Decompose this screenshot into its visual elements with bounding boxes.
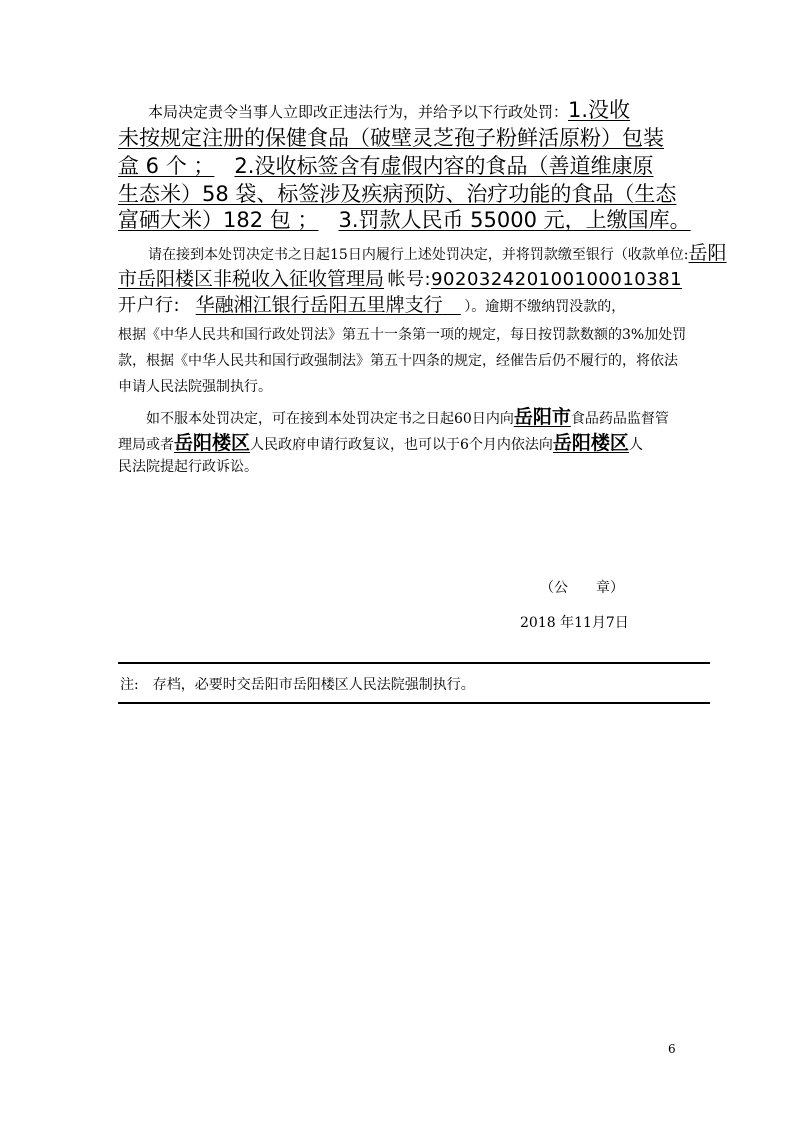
penalty-item-1-middle: 未按规定注册的保健食品（破壁灵芝孢子粉鲜活原粉）包装 [118,126,664,150]
penalty-item-2-start: 2.没收标签含有虚假内容的食品（善道维康原 [234,154,654,178]
appeal-authority-city: 岳阳市 [513,406,571,428]
appeal-line-1-a: 如不服本处罚决定，可在接到本处罚决定书之日起60日内向 [146,411,514,427]
appeal-line-3: 民法院提起行政诉讼。 [118,459,258,475]
payment-line-1: 请在接到本处罚决定书之日起15日内履行上述处罚决定，并将罚款缴至银行（收款单位: [148,247,689,263]
bank-label: 开户行: [118,295,181,316]
appeal-district-government: 岳阳楼区 [174,432,251,454]
penalty-item-3: 3.罚款人民币 55000 元，上缴国库。 [338,208,691,232]
payee-unit-part-2: 市岳阳楼区非税收入征收管理局 [118,268,385,290]
appeal-district-court: 岳阳楼区 [552,432,629,454]
penalty-item-2-middle: 生态米）58 袋、标签涉及疾病预防、治疗功能的食品（生态 [118,182,677,206]
page-number: 6 [668,1042,676,1056]
decision-date: 2018 年11月7日 [520,615,629,631]
payment-line-4: 根据《中华人民共和国行政处罚法》第五十一条第一项的规定，每日按罚款数额的3%加处罚 [118,327,687,343]
bank-name: 华融湘江银行岳阳五里牌支行 [195,294,443,316]
appeal-line-2-c: 人 [628,437,643,453]
penalty-item-2-end: 富硒大米）182 包 ； [118,208,319,232]
decision-intro: 本局决定责令当事人立即改正违法行为，并给予以下行政处罚： [148,103,569,121]
official-seal-placeholder: （公 章） [540,580,624,596]
appeal-line-1-b: 食品药品监督管 [570,411,669,427]
payee-unit-part-1: 岳阳 [688,242,727,264]
appeal-line-2-b: 人民政府申请行政复议，也可以于6个月内依法向 [250,437,553,453]
account-number: 902032420100100010381 [431,269,683,290]
archive-note: 注: 存档，必要时交岳阳市岳阳楼区人民法院强制执行。 [120,677,475,693]
payment-line-5: 款，根据《中华人民共和国行政强制法》第五十四条的规定，经催告后仍不履行的，将依法 [118,353,678,369]
payment-line-6: 申请人民法院强制执行。 [118,379,272,395]
payment-line-3-tail: ）。逾期不缴纳罚没款的， [464,299,626,315]
account-label: 帐号: [387,269,432,290]
note-divider-bottom [118,702,710,704]
note-divider-top [118,662,710,664]
penalty-item-1-start: 1.没收 [568,98,631,122]
appeal-line-2-a: 理局或者 [118,437,174,453]
penalty-item-1-end: 盒 6 个 ； [118,154,215,178]
